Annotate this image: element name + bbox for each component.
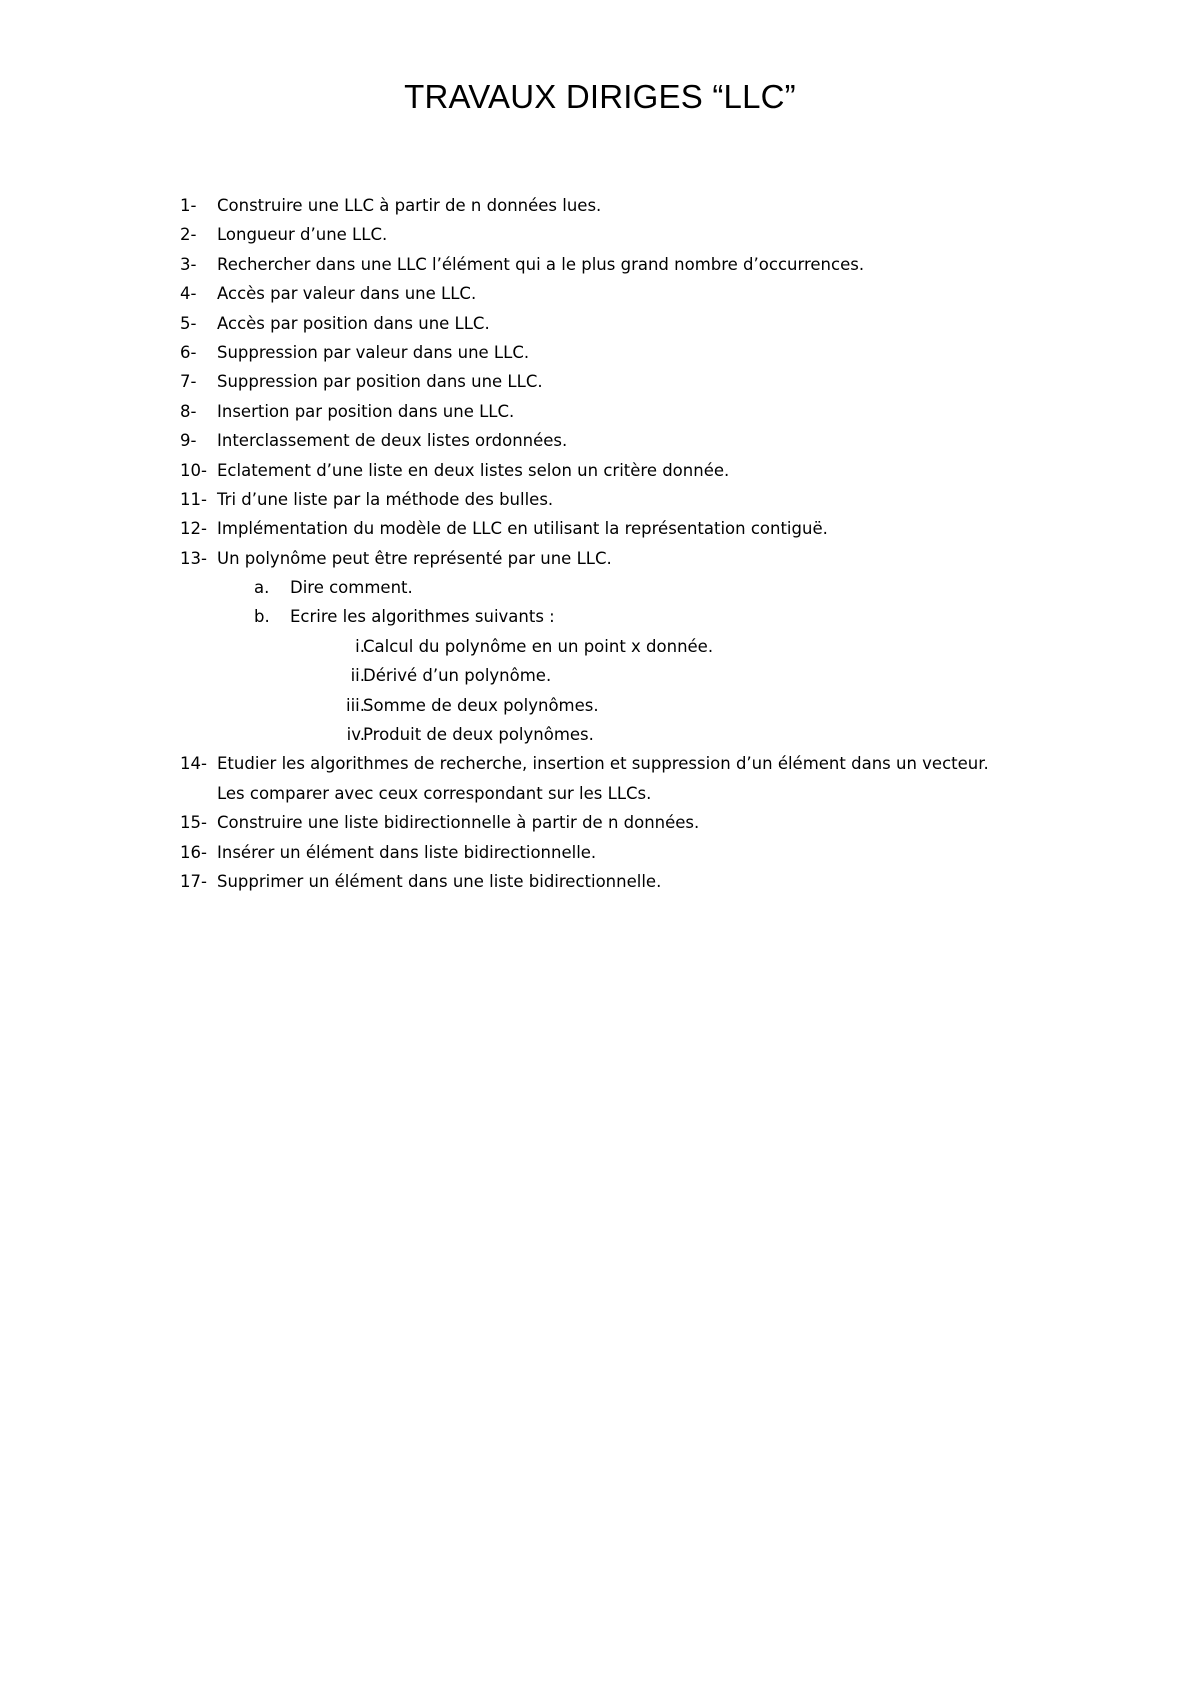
- item-number: 4-: [180, 284, 197, 304]
- item-text: Insérer un élément dans liste bidirectionnelle.: [217, 842, 597, 862]
- item-text: Longueur d’une LLC.: [217, 225, 388, 245]
- list-item: [180, 544, 1160, 573]
- item-number: 13-: [180, 548, 207, 568]
- item-text-line-2: Les comparer avec ceux correspondant sur les LLCs.: [217, 783, 652, 803]
- item-number: 17-: [180, 872, 207, 891]
- sub-item-text: Ecrire les algorithmes suivants :: [290, 607, 555, 627]
- item-number: 5-: [180, 313, 197, 333]
- exercise-list: [180, 191, 1160, 896]
- item-number: 15-: [180, 813, 207, 833]
- list-item: [180, 367, 1160, 396]
- sub-sub-list-item: [180, 632, 1160, 661]
- sub-sub-item-roman: iii.: [346, 695, 365, 715]
- item-text: Implémentation du modèle de LLC en utilisant la représentation contiguë.: [217, 519, 828, 539]
- list-item: [180, 191, 1160, 220]
- sub-sub-item-roman: i.: [355, 636, 365, 656]
- sub-list-item: [180, 602, 1160, 631]
- list-item: [180, 220, 1160, 249]
- sub-sub-item-text: Somme de deux polynômes.: [363, 695, 599, 715]
- sub-sub-item-text: Dérivé d’un polynôme.: [363, 666, 552, 686]
- sub-list-item: [180, 573, 1160, 602]
- page-title: TRAVAUX DIRIGES “LLC”: [404, 78, 796, 115]
- list-item: [180, 514, 1160, 543]
- list-item: [180, 426, 1160, 455]
- sub-sub-list-item: [180, 661, 1160, 690]
- sub-sub-item-roman: ii.: [350, 666, 365, 686]
- list-item: [180, 338, 1160, 367]
- item-number: 1-: [180, 196, 197, 215]
- item-text: Insertion par position dans une LLC.: [217, 401, 515, 421]
- sub-sub-item-text: Calcul du polynôme en un point x donnée.: [363, 636, 714, 656]
- sub-item-text: Dire comment.: [290, 578, 413, 598]
- sub-sub-item-text: Produit de deux polynômes.: [363, 725, 594, 745]
- list-item: [180, 749, 1160, 808]
- item-number: 12-: [180, 519, 207, 539]
- list-item: [180, 808, 1160, 837]
- item-number: 7-: [180, 372, 197, 392]
- item-number: 8-: [180, 401, 197, 421]
- item-text: Construire une liste bidirectionnelle à partir de n données.: [217, 813, 700, 833]
- item-text: Eclatement d’une liste en deux listes selon un critère donnée.: [217, 460, 730, 480]
- item-text: Un polynôme peut être représenté par une LLC.: [217, 548, 612, 568]
- list-item: [180, 867, 1160, 896]
- item-text: Interclassement de deux listes ordonnées.: [217, 431, 568, 451]
- item-number: 9-: [180, 431, 197, 451]
- item-text: [217, 749, 989, 808]
- sub-item-letter: b.: [254, 607, 270, 627]
- list-item: [180, 485, 1160, 514]
- item-number: 2-: [180, 225, 197, 245]
- sub-sub-item-roman: iv.: [346, 725, 365, 745]
- item-number: 6-: [180, 342, 197, 362]
- item-number: 3-: [180, 254, 197, 274]
- item-text: Suppression par position dans une LLC.: [217, 372, 543, 392]
- item-text: Accès par valeur dans une LLC.: [217, 284, 477, 304]
- item-number: 16-: [180, 842, 207, 862]
- list-item: [180, 309, 1160, 338]
- item-text-line-1: Etudier les algorithmes de recherche, insertion et suppression d’un élément dans un vecteur.: [217, 754, 989, 774]
- item-number: 10-: [180, 460, 207, 480]
- item-number: 11-: [180, 489, 207, 509]
- item-text: Supprimer un élément dans une liste bidirectionnelle.: [217, 872, 662, 891]
- item-text: Rechercher dans une LLC l’élément qui a le plus grand nombre d’occurrences.: [217, 254, 865, 274]
- list-item: [180, 250, 1160, 279]
- sub-sub-list-item: [180, 691, 1160, 720]
- item-text: Construire une LLC à partir de n données lues.: [217, 196, 602, 215]
- list-item: [180, 456, 1160, 485]
- item-text: Accès par position dans une LLC.: [217, 313, 490, 333]
- sub-item-letter: a.: [254, 578, 270, 598]
- list-item: [180, 397, 1160, 426]
- item-text: Tri d’une liste par la méthode des bulles.: [217, 489, 554, 509]
- item-text: Suppression par valeur dans une LLC.: [217, 342, 530, 362]
- list-item: [180, 838, 1160, 867]
- list-item: [180, 279, 1160, 308]
- sub-sub-list-item: [180, 720, 1160, 749]
- item-number: 14-: [180, 754, 207, 774]
